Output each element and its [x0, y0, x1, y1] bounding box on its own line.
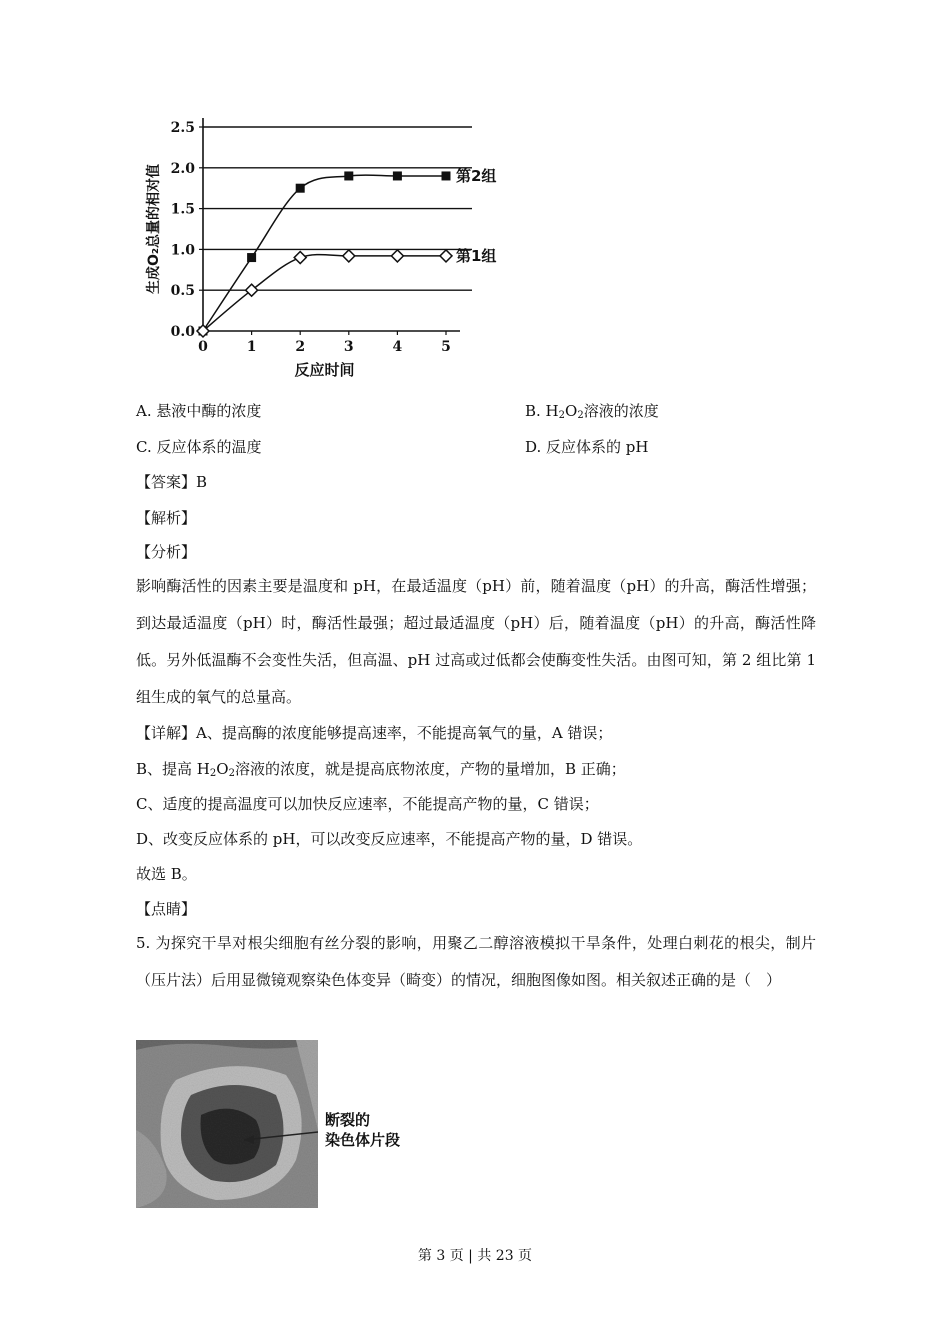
data-point-square	[296, 184, 305, 193]
option-b	[525, 401, 659, 426]
option-b-sub1: 2	[558, 410, 566, 421]
option-b-prefix: B. H	[525, 402, 559, 420]
y-tick-label: 1.0	[170, 242, 195, 259]
option-b-mid: O	[565, 402, 578, 420]
option-c: C. 反应体系的温度	[136, 438, 262, 456]
detail-b	[136, 759, 626, 784]
y-tick-label: 0.0	[170, 324, 195, 340]
micrograph-image	[136, 1040, 318, 1208]
option-b-sub2: 2	[577, 410, 584, 421]
detail-d: D、改变反应体系的 pH，可以改变反应速率，不能提高产物的量，D 错误。	[136, 830, 643, 848]
micrograph-label	[325, 1110, 400, 1150]
series-line-2	[203, 255, 446, 331]
conclusion: 故选 B。	[136, 865, 197, 883]
x-tick-label: 1	[246, 339, 257, 355]
detail-b-sub2: 2	[228, 768, 235, 779]
detail-b-mid: O	[216, 760, 229, 778]
dianjing-heading: 【点睛】	[136, 900, 197, 918]
x-tick-label: 5	[441, 339, 451, 355]
y-tick-label: 0.5	[170, 283, 195, 300]
x-axis-label: 反应时间	[294, 361, 355, 379]
option-a: A. 悬液中酶的浓度	[136, 402, 262, 420]
x-tick-label: 2	[295, 339, 306, 355]
fenxi-paragraph: 影响酶活性的因素主要是温度和 pH，在最适温度（pH）前，随着温度（pH）的升高，酶活性增强；到达最适温度（pH）时，酶活性最强；超过最适温度（pH）后，随着温度（pH）的升高，酶活性降低。另外低温酶不会变性失活，但高温、pH 过高或过低都会使酶变性失活。由图可知，第 2 组比第 1 组生成的氧气的总量高。	[136, 577, 816, 706]
fenxi-heading: 【分析】	[136, 543, 197, 561]
option-d: D. 反应体系的 pH	[525, 438, 649, 456]
option-b-suffix: 溶液的浓度	[583, 402, 659, 420]
micrograph-label-line2: 染色体片段	[325, 1131, 401, 1149]
answer-line: 【答案】B	[136, 473, 208, 491]
data-point-square	[442, 171, 451, 180]
detail-b-prefix: B、提高 H	[136, 760, 210, 778]
detail-b-sub1: 2	[209, 768, 217, 779]
data-point-diamond	[440, 250, 452, 262]
analysis-heading: 【解析】	[136, 509, 197, 527]
question-5: 5. 为探究干旱对根尖细胞有丝分裂的影响，用聚乙二醇溶液模拟干旱条件，处理白刺花的根尖，制片（压片法）后用显微镜观察染色体变异（畸变）的情况，细胞图像如图。相关叙述正确的是（ ）	[136, 934, 816, 989]
y-tick-label: 2.5	[170, 120, 195, 136]
data-point-square	[344, 171, 353, 180]
x-tick-label: 4	[392, 339, 403, 355]
x-tick-label: 3	[343, 339, 354, 355]
data-point-square	[393, 171, 402, 180]
detail-b-suffix: 溶液的浓度，就是提高底物浓度，产物的量增加，B 正确；	[234, 760, 626, 778]
o2-chart	[140, 110, 520, 390]
series-line-1	[203, 175, 446, 331]
y-tick-label: 2.0	[170, 160, 195, 177]
y-tick-label: 1.5	[170, 201, 195, 218]
detail-c: C、适度的提高温度可以加快反应速率，不能提高产物的量，C 错误；	[136, 795, 599, 813]
series-label: 第2组	[456, 166, 497, 185]
data-point-diamond	[391, 250, 403, 262]
series-label: 第1组	[456, 246, 497, 265]
chart-series	[197, 171, 452, 337]
x-tick-label: 0	[198, 339, 208, 355]
page-footer: 第 3 页 | 共 23 页	[417, 1248, 533, 1264]
data-point-diamond	[294, 252, 306, 264]
data-point-square	[247, 253, 256, 262]
detail-a: 【详解】A、提高酶的浓度能够提高速率，不能提高氧气的量，A 错误；	[136, 724, 613, 742]
chart-axes	[199, 118, 460, 335]
data-point-diamond	[343, 250, 355, 262]
chart-grid	[203, 127, 472, 290]
micrograph-label-line1: 断裂的	[325, 1111, 371, 1129]
y-axis-label: 生成O₂总量的相对值	[146, 163, 162, 295]
